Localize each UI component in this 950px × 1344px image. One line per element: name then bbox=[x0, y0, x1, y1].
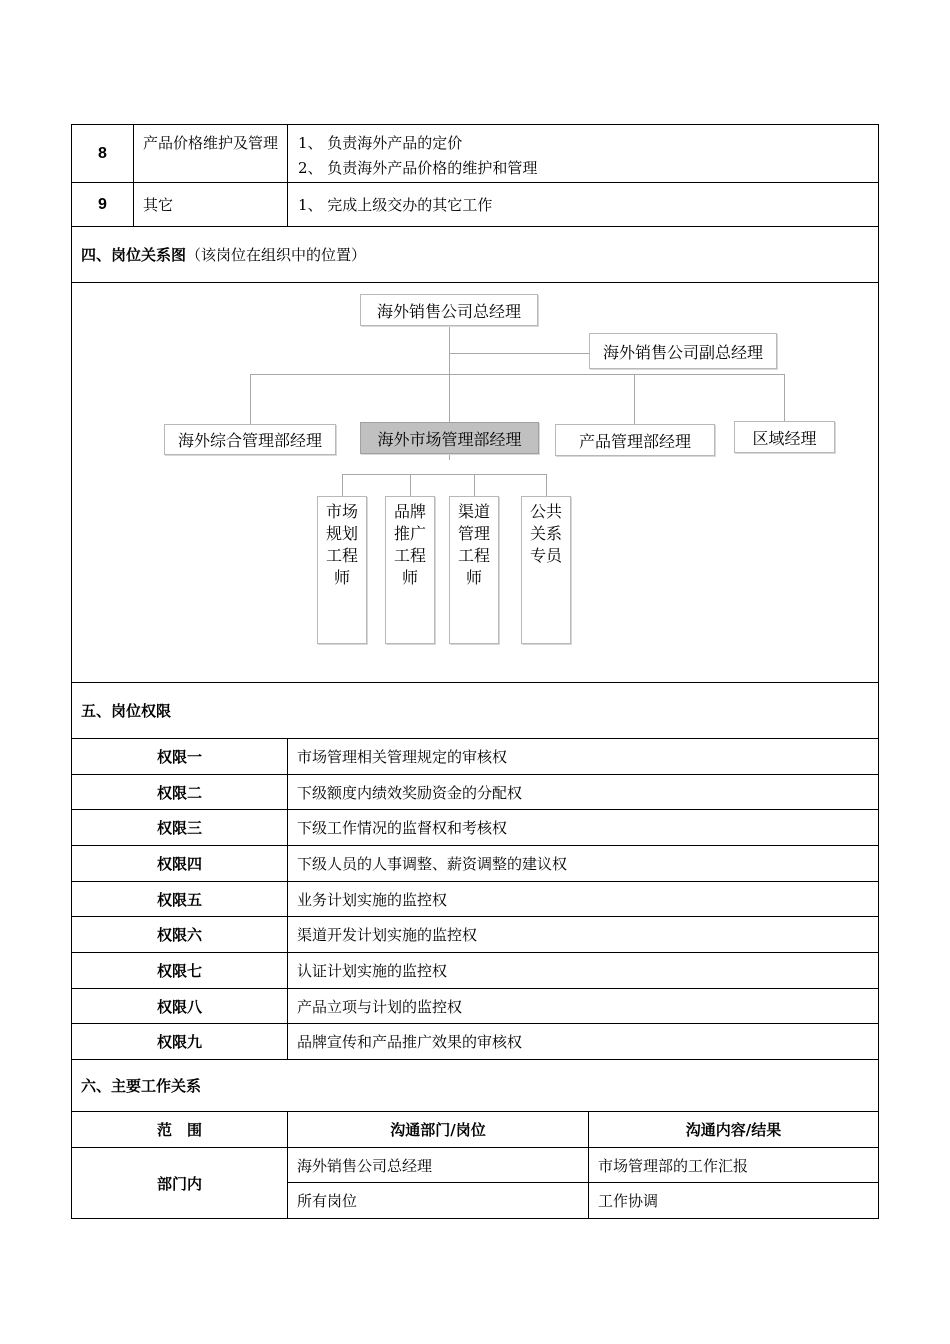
org-box-admin-manager: 海外综合管理部经理 bbox=[164, 424, 336, 455]
connector-line bbox=[634, 374, 635, 424]
relations-body bbox=[72, 1148, 878, 1218]
authority-name: 权限九 bbox=[72, 1024, 288, 1059]
section-title: 六、主要工作关系 bbox=[81, 1077, 202, 1095]
authority-name: 权限四 bbox=[72, 846, 288, 881]
authority-desc: 下级额度内绩效奖励资金的分配权 bbox=[297, 783, 523, 802]
section-header-relationship bbox=[72, 227, 878, 283]
authority-name: 权限八 bbox=[72, 989, 288, 1023]
org-box-market-planning-engineer bbox=[317, 496, 367, 644]
header-dept: 沟通部门/岗位 bbox=[288, 1112, 589, 1147]
authority-row bbox=[72, 989, 878, 1024]
authority-row bbox=[72, 1024, 878, 1060]
dept-cell: 所有岗位 bbox=[297, 1192, 358, 1210]
box-label: 渠道管理工程师 bbox=[457, 504, 490, 587]
org-box-brand-promotion-engineer bbox=[385, 496, 435, 644]
authority-row bbox=[72, 775, 878, 810]
dept-column bbox=[288, 1148, 589, 1218]
section-note: （该岗位在组织中的位置） bbox=[186, 246, 367, 264]
authority-name: 权限六 bbox=[72, 917, 288, 952]
authority-desc: 市场管理相关管理规定的审核权 bbox=[297, 748, 508, 766]
duty-items bbox=[288, 125, 878, 182]
dept-cell: 海外销售公司总经理 bbox=[288, 1148, 588, 1183]
box-label: 品牌推广工程师 bbox=[393, 504, 426, 587]
org-box-market-manager: 海外市场管理部经理 bbox=[360, 422, 539, 454]
connector-line bbox=[410, 474, 411, 496]
authority-desc: 下级工作情况的监督权和考核权 bbox=[297, 819, 508, 837]
authority-row bbox=[72, 882, 878, 917]
header-scope: 范 围 bbox=[72, 1112, 288, 1147]
duty-number: 9 bbox=[72, 183, 134, 226]
scope-cell: 部门内 bbox=[72, 1148, 288, 1218]
org-chart bbox=[72, 283, 878, 683]
content-cell: 工作协调 bbox=[598, 1192, 659, 1210]
connector-line bbox=[784, 374, 785, 424]
authority-row bbox=[72, 917, 878, 953]
duty-row bbox=[72, 125, 878, 183]
authority-desc: 下级人员的人事调整、薪资调整的建议权 bbox=[297, 855, 568, 873]
relations-header-row bbox=[72, 1112, 878, 1148]
section-title: 五、岗位权限 bbox=[81, 702, 172, 720]
org-box-pr-specialist bbox=[521, 496, 571, 644]
duty-number: 8 bbox=[72, 125, 134, 182]
connector-line bbox=[546, 474, 547, 496]
authority-desc: 渠道开发计划实施的监控权 bbox=[297, 926, 478, 944]
authority-row bbox=[72, 739, 878, 775]
authority-name: 权限五 bbox=[72, 882, 288, 916]
authority-desc: 产品立项与计划的监控权 bbox=[297, 997, 463, 1016]
header-content: 沟通内容/结果 bbox=[685, 1121, 782, 1139]
connector-line bbox=[342, 474, 547, 475]
box-label: 公共关系专员 bbox=[529, 504, 562, 565]
connector-line bbox=[342, 474, 343, 496]
content-cell: 市场管理部的工作汇报 bbox=[589, 1148, 878, 1183]
org-box-product-manager: 产品管理部经理 bbox=[555, 424, 715, 456]
connector-line bbox=[449, 353, 589, 354]
authority-row bbox=[72, 953, 878, 989]
duty-item: 1、 完成上级交办的其它工作 bbox=[298, 196, 493, 214]
job-description-table bbox=[71, 124, 879, 1219]
authority-desc: 认证计划实施的监控权 bbox=[297, 962, 448, 980]
authority-name: 权限一 bbox=[72, 739, 288, 774]
connector-line bbox=[250, 374, 251, 424]
authority-name: 权限七 bbox=[72, 953, 288, 988]
section-header-relations bbox=[72, 1060, 878, 1112]
authority-desc: 业务计划实施的监控权 bbox=[297, 890, 448, 909]
section-title: 四、岗位关系图 bbox=[81, 246, 187, 264]
section-header-authority bbox=[72, 683, 878, 739]
duty-row bbox=[72, 183, 878, 227]
duty-item: 2、 负责海外产品价格的维护和管理 bbox=[298, 159, 538, 177]
authority-desc: 品牌宣传和产品推广效果的审核权 bbox=[297, 1033, 523, 1051]
authority-name: 权限二 bbox=[72, 775, 288, 809]
org-box-general-manager: 海外销售公司总经理 bbox=[360, 294, 538, 326]
duty-name: 产品价格维护及管理 bbox=[134, 125, 288, 182]
org-box-regional-manager: 区域经理 bbox=[734, 421, 835, 453]
org-box-channel-engineer bbox=[449, 496, 499, 644]
duty-name: 其它 bbox=[134, 183, 288, 226]
org-box-deputy-general-manager: 海外销售公司副总经理 bbox=[589, 333, 777, 369]
box-label: 市场规划工程师 bbox=[325, 504, 358, 587]
authority-row bbox=[72, 846, 878, 882]
connector-line bbox=[250, 374, 785, 375]
authority-row bbox=[72, 810, 878, 846]
duty-item: 1、 负责海外产品的定价 bbox=[298, 134, 463, 152]
connector-line bbox=[474, 474, 475, 496]
authority-name: 权限三 bbox=[72, 810, 288, 845]
content-column bbox=[589, 1148, 878, 1218]
